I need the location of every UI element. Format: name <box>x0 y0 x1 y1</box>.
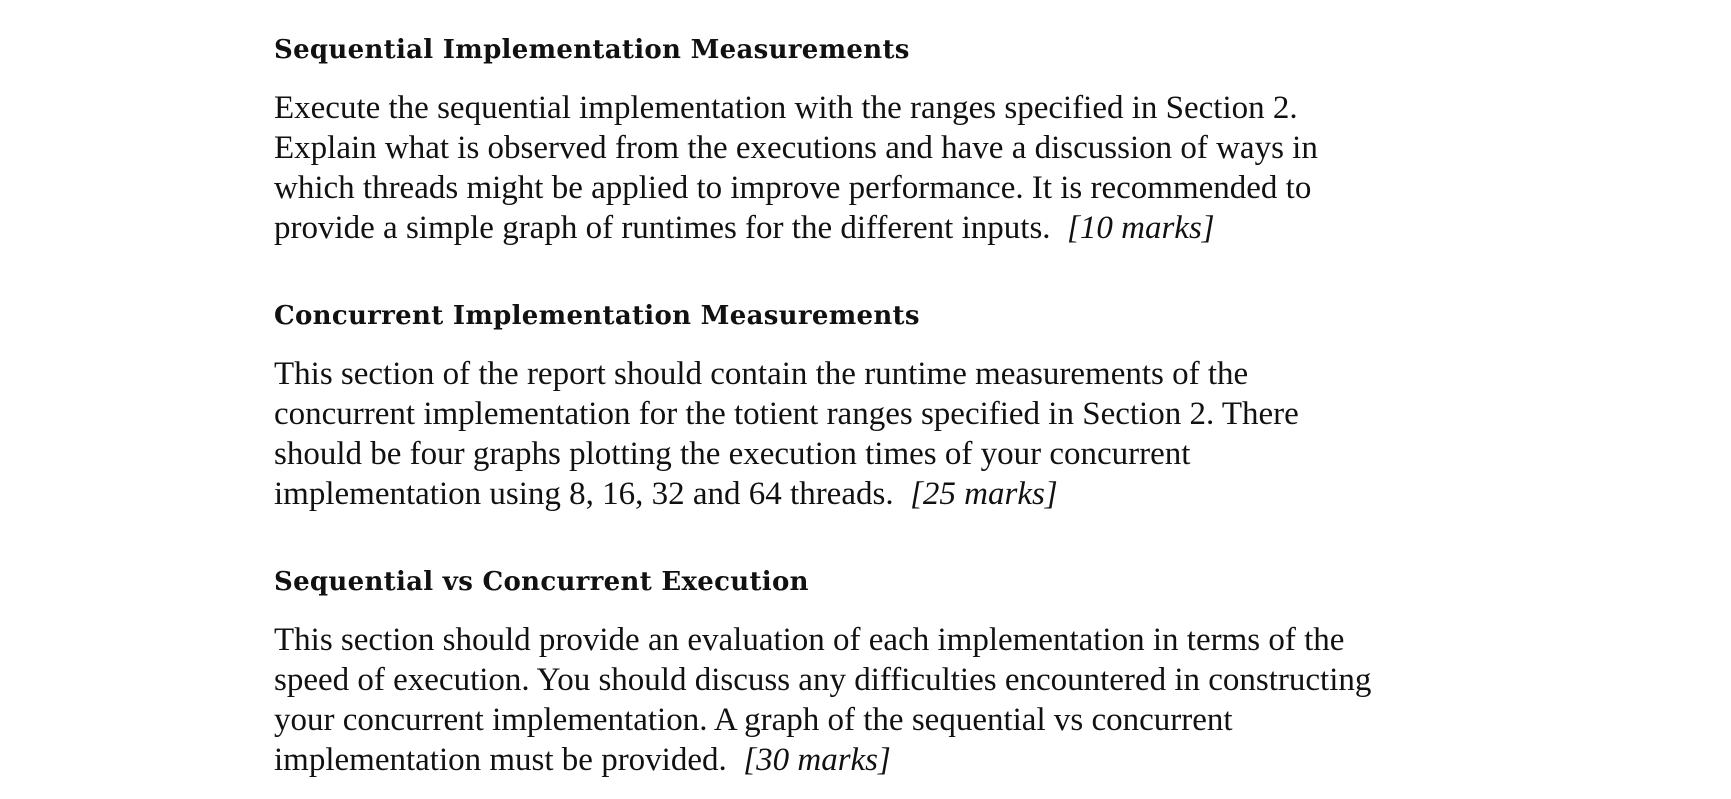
paragraph-line: speed of execution. You should discuss any difficulties encountered in constructing <box>274 662 1372 698</box>
paragraph-line: This section of the report should contain the runtime measurements of the <box>274 356 1249 392</box>
section-heading: Sequential vs Concurrent Execution <box>274 567 809 597</box>
section-concurrent-measurements <box>274 298 1524 514</box>
marks-label: [30 marks] <box>743 742 891 778</box>
section-heading: Concurrent Implementation Measurements <box>274 301 920 331</box>
section-sequential-vs-concurrent <box>274 564 1524 780</box>
paragraph-line: Explain what is observed from the executions and have a discussion of ways in <box>274 130 1318 166</box>
section-sequential-measurements <box>274 32 1524 248</box>
section-paragraph <box>274 88 1524 248</box>
paragraph-line: which threads might be applied to improve performance. It is recommended to <box>274 170 1312 206</box>
paragraph-line-text: implementation using 8, 16, 32 and 64 threads. <box>274 476 894 512</box>
paragraph-line-last <box>274 474 1524 514</box>
paragraph-line-last <box>274 740 1524 780</box>
section-paragraph <box>274 354 1524 514</box>
paragraph-line: Execute the sequential implementation with the ranges specified in Section 2. <box>274 90 1298 126</box>
paragraph-line-text: implementation must be provided. <box>274 742 727 778</box>
marks-label: [25 marks] <box>910 476 1058 512</box>
paragraph-line: your concurrent implementation. A graph of the sequential vs concurrent <box>274 702 1233 738</box>
marks-label: [10 marks] <box>1067 210 1215 246</box>
paragraph-line: should be four graphs plotting the execution times of your concurrent <box>274 436 1191 472</box>
section-paragraph <box>274 620 1524 780</box>
section-heading: Sequential Implementation Measurements <box>274 35 910 65</box>
paragraph-line-text: provide a simple graph of runtimes for the different inputs. <box>274 210 1051 246</box>
paragraph-line-last <box>274 208 1524 248</box>
paragraph-line: This section should provide an evaluation of each implementation in terms of the <box>274 622 1345 658</box>
paragraph-line: concurrent implementation for the totient ranges specified in Section 2. There <box>274 396 1299 432</box>
